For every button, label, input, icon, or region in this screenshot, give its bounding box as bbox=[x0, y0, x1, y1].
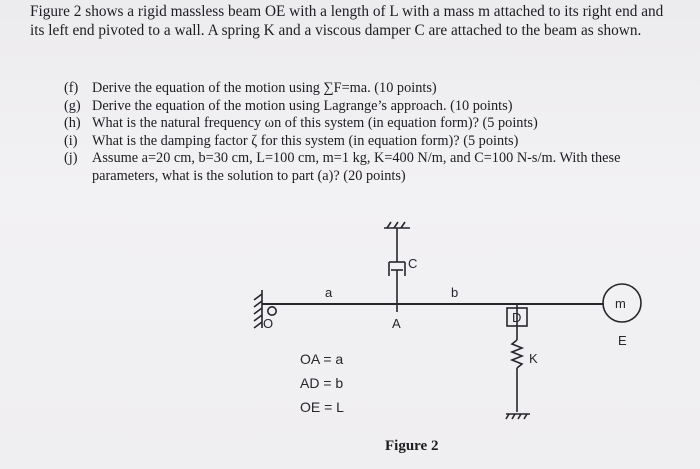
label-k: K bbox=[529, 351, 538, 366]
wall-hatch bbox=[254, 290, 262, 328]
label-b: b bbox=[451, 285, 459, 300]
label-point-d: D bbox=[512, 310, 522, 325]
ground-hatch bbox=[506, 414, 530, 419]
question-label: (i) bbox=[64, 132, 78, 149]
label-point-a: A bbox=[392, 316, 401, 331]
label-point-e: E bbox=[618, 333, 627, 348]
problem-intro: Figure 2 shows a rigid massless beam OE with a length of L with a mass m attached to its right end and its left end pivoted to a wall. A spring K and a viscous damper C are attached to the beam as shown. bbox=[30, 3, 664, 39]
question-label: (j) bbox=[64, 150, 78, 167]
legend-ad: AD = b bbox=[300, 375, 344, 391]
ceiling-hatch bbox=[384, 222, 410, 228]
question-label: (g) bbox=[64, 97, 81, 114]
question-text: Derive the equation of the motion using Lagrange’s approach. (10 points) bbox=[92, 97, 513, 114]
damper bbox=[389, 228, 405, 304]
figure-caption: Figure 2 bbox=[385, 438, 439, 454]
legend-oa: OA = a bbox=[300, 351, 344, 367]
label-c: C bbox=[408, 256, 418, 271]
label-m: m bbox=[615, 296, 626, 311]
question-text: What is the natural frequency ωn of this system (in equation form)? (5 points) bbox=[92, 115, 538, 132]
label-a: a bbox=[325, 285, 333, 300]
question-text: Assume a=20 cm, b=30 cm, L=100 cm, m=1 kg, K=400 N/m, and C=100 N-s/m. With these parameters, what is the solution to part (a)? (20 points) bbox=[92, 150, 621, 184]
question-text: What is the damping factor ζ for this system (in equation form)? (5 points) bbox=[92, 132, 519, 149]
question-text: Derive the equation of the motion using ∑F=ma. (10 points) bbox=[92, 80, 437, 96]
legend-oe: OE = L bbox=[300, 399, 344, 415]
question-label: (h) bbox=[64, 115, 81, 132]
pivot-pin bbox=[268, 307, 276, 315]
label-point-o: O bbox=[263, 316, 274, 331]
question-label: (f) bbox=[64, 80, 79, 96]
